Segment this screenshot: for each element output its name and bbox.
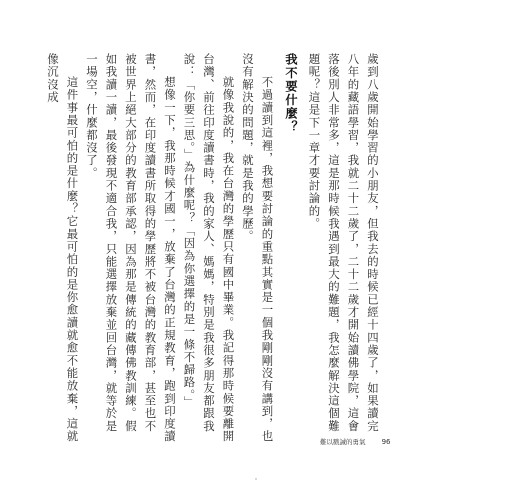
running-title: 難以戳誡的勇氣 (320, 438, 366, 446)
section-heading: 我不要什麼？ (284, 53, 298, 134)
page-footer (320, 437, 400, 446)
paragraph: 不過讀到這裡，我想要討論的重點其實是一個我剛剛沒有講到，也沒有解決的問題，就是我的學歷。 (241, 53, 275, 443)
paragraph: 想像一下，我那時候才國一，放棄了台灣的正規教育，跑到印度讀書，然而，在印度讀書所取得的學歷將不被台灣的教育部，甚至也不被世界上絕大部分的教育部承認，因為那是傳統的藏傳佛教訓練。假如我讀一讀，最後發現不適合我，只能選擇放棄並回台灣，就等於是一場空，什麼都沒了。 (85, 53, 177, 443)
paragraph-continued: 歲到八歲開始學習的小朋友，但我去的時候已經十四歲了，如果讀完八年的藏語學習，我就二十二歲了，二十二歲才開始讀佛學院，這會落後別人非常多，這是那時候我遇到最大的難題，我怎麼解決這個難題呢？這是下一章才要討論的。 (307, 53, 380, 433)
scan-dot (255, 478, 257, 480)
paragraph: 這件事最可怕的是什麼？它最可怕的是你愈讀就愈不能放棄，這就像沉沒成 (46, 53, 80, 443)
paragraph: 就像我說的，我在台灣的學歷只有國中畢業。我記得那時候要離開台灣、前往印度讀書時，我的家人、媽媽，特別是我很多朋友都跟我說：「你要三思。」為什麼呢？「因為你選擇的是一條不歸路。」 (182, 53, 236, 443)
page-number: 96 (381, 438, 391, 446)
vertical-body-text (46, 53, 382, 443)
